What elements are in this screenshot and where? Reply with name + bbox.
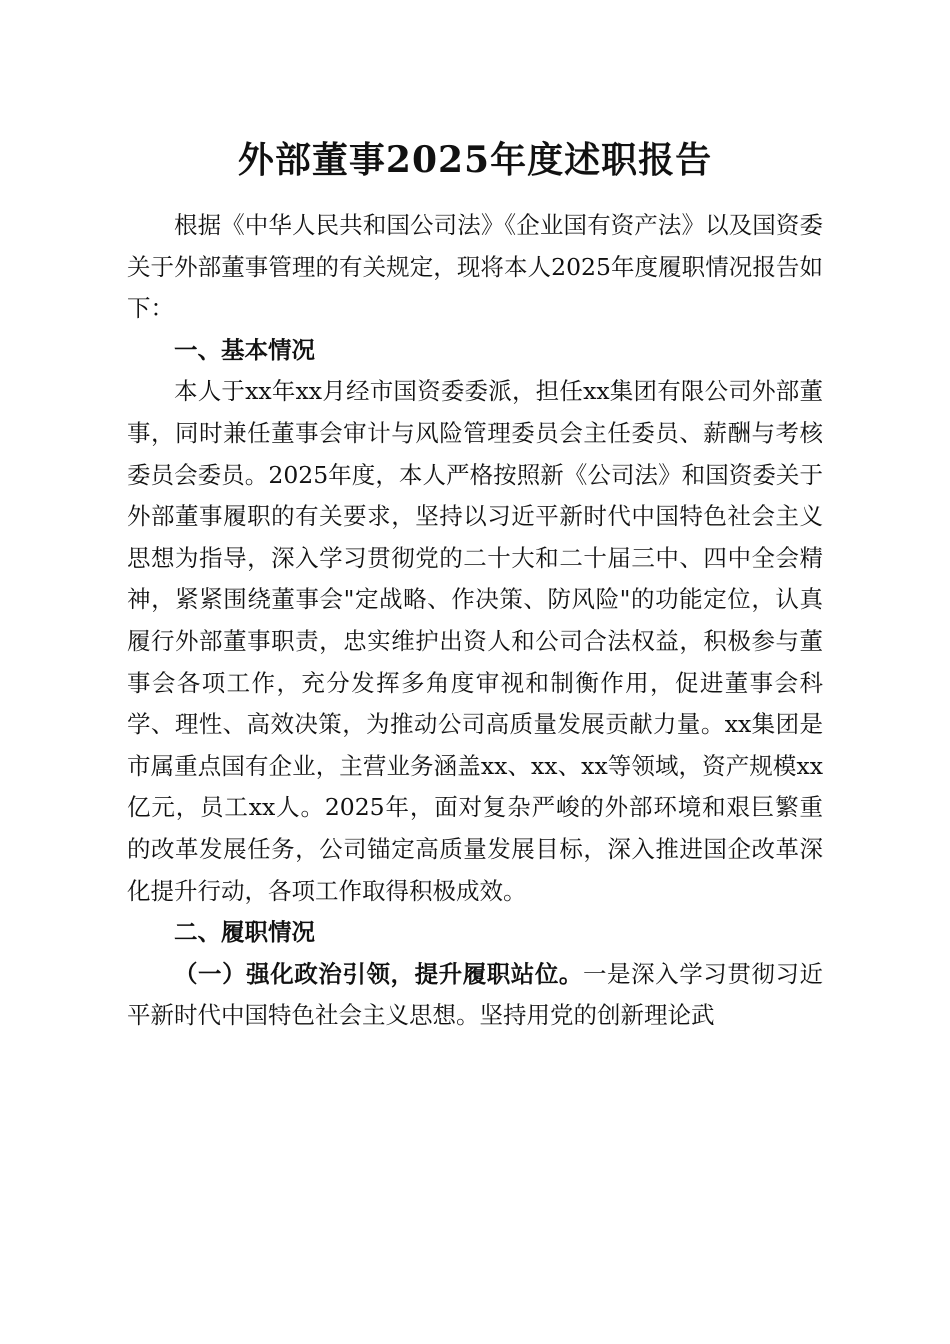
intro-paragraph: 根据《中华人民共和国公司法》《企业国有资产法》以及国资委关于外部董事管理的有关规定，现将本人2025年度履职情况报告如下： xyxy=(127,211,823,323)
section-heading-duties: 二、履职情况 xyxy=(174,918,315,947)
document-body xyxy=(127,205,823,1037)
basic-info-paragraph: 本人于xx年xx月经市国资委委派，担任xx集团有限公司外部董事，同时兼任董事会审计与风险管理委员会主任委员、薪酬与考核委员会委员。2025年度，本人严格按照新《公司法》和国资委关于外部董事履职的有关要求，坚持以习近平新时代中国特色社会主义思想为指导，深入学习贯彻党的二十大和二十届三中、四中全会精神，紧紧围绕董事会"定战略、作决策、防风险"的功能定位，认真履行外部董事职责，忠实维护出资人和公司合法权益，积极参与董事会各项工作，充分发挥多角度审视和制衡作用，促进董事会科学、理性、高效决策，为推动公司高质量发展贡献力量。xx集团是市属重点国有企业，主营业务涵盖xx、xx、xx等领域，资产规模xx亿元，员工xx人。2025年，面对复杂严峻的外部环境和艰巨繁重的改革发展任务，公司锚定高质量发展目标，深入推进国企改革深化提升行动，各项工作取得积极成效。 xyxy=(127,377,823,905)
subsection-text-political: 一是深入学习贯彻习近平新时代中国特色社会主义思想。坚持用党的创新理论武 xyxy=(127,959,824,1030)
document-title: 外部董事2025年度述职报告 xyxy=(237,139,713,181)
section-heading-basic-info: 一、基本情况 xyxy=(174,335,315,364)
subsection-heading-political: （一）强化政治引领，提升履职站位。 xyxy=(174,959,583,988)
duties-paragraph xyxy=(127,954,823,1037)
